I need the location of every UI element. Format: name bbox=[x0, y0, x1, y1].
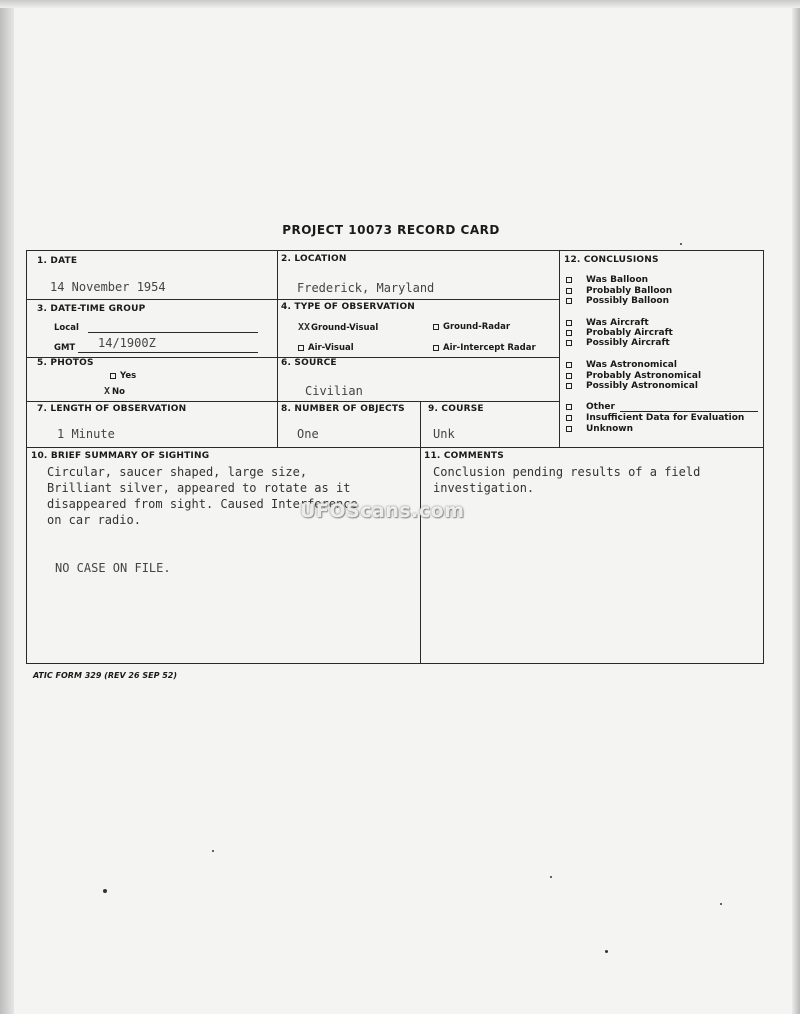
air-intercept-radar-option bbox=[433, 343, 536, 353]
checkbox-icon bbox=[566, 415, 572, 421]
ground-radar-option bbox=[433, 322, 510, 332]
comments-line: Conclusion pending results of a field bbox=[433, 465, 701, 479]
summary-line: Circular, saucer shaped, large size, bbox=[47, 465, 308, 479]
local-underline bbox=[88, 332, 258, 333]
conclusion-was-aircraft: Was Aircraft bbox=[566, 318, 649, 328]
card-title: PROJECT 10073 RECORD CARD bbox=[282, 223, 500, 237]
local-label: Local bbox=[54, 323, 79, 333]
date-time-group-label: 3. DATE-TIME GROUP bbox=[37, 304, 146, 314]
gmt-underline bbox=[78, 352, 258, 353]
scan-speck bbox=[720, 903, 722, 905]
ground-visual-option bbox=[298, 322, 378, 333]
number-of-objects-label: 8. NUMBER OF OBJECTS bbox=[281, 404, 405, 414]
source-label: 6. SOURCE bbox=[281, 358, 337, 368]
conclusion-unknown: Unknown bbox=[566, 424, 633, 434]
checkbox-icon bbox=[566, 330, 572, 336]
ground-radar-checkbox bbox=[433, 324, 439, 330]
photos-yes-option bbox=[110, 371, 136, 381]
conclusion-was-astronomical: Was Astronomical bbox=[566, 360, 677, 370]
summary-line: on car radio. bbox=[47, 513, 141, 527]
checkbox-icon bbox=[566, 298, 572, 304]
ground-radar-text: Ground-Radar bbox=[443, 322, 511, 332]
air-visual-text: Air-Visual bbox=[308, 343, 354, 353]
gmt-label: GMT bbox=[54, 343, 76, 353]
checkbox-icon bbox=[566, 404, 572, 410]
comments-line: investigation. bbox=[433, 481, 535, 495]
checkbox-icon bbox=[566, 288, 572, 294]
source-value: Civilian bbox=[305, 384, 363, 398]
air-visual-option bbox=[298, 343, 354, 353]
scan-edge-top bbox=[0, 0, 800, 8]
checkbox-icon bbox=[566, 277, 572, 283]
conclusion-probably-aircraft: Probably Aircraft bbox=[566, 328, 673, 338]
conclusion-probably-balloon: Probably Balloon bbox=[566, 286, 672, 296]
checkbox-icon bbox=[566, 383, 572, 389]
air-intercept-radar-text: Air-Intercept Radar bbox=[443, 343, 536, 353]
scan-speck bbox=[212, 850, 214, 852]
length-of-observation-value: 1 Minute bbox=[57, 427, 115, 441]
ground-visual-mark: XX bbox=[298, 322, 311, 333]
watermark: UFOScans.com bbox=[300, 500, 465, 522]
ground-visual-text: Ground-Visual bbox=[311, 323, 379, 333]
conclusion-insufficient-data: Insufficient Data for Evaluation bbox=[566, 413, 744, 423]
scan-speck bbox=[605, 950, 608, 953]
conclusion-possibly-aircraft: Possibly Aircraft bbox=[566, 338, 670, 348]
gmt-value: 14/1900Z bbox=[98, 336, 156, 350]
photos-no-text: No bbox=[112, 387, 125, 397]
divider-v4 bbox=[420, 447, 421, 663]
date-label: 1. DATE bbox=[37, 256, 78, 266]
scan-speck bbox=[680, 243, 682, 245]
length-of-observation-label: 7. LENGTH OF OBSERVATION bbox=[37, 404, 187, 414]
summary-line: disappeared from sight. Caused Interference bbox=[47, 497, 358, 511]
no-case-note: NO CASE ON FILE. bbox=[55, 561, 171, 575]
divider-h4 bbox=[27, 447, 763, 448]
photos-yes-text: Yes bbox=[120, 371, 137, 381]
course-value: Unk bbox=[433, 427, 455, 441]
number-of-objects-value: One bbox=[297, 427, 319, 441]
conclusions-label: 12. CONCLUSIONS bbox=[564, 255, 659, 265]
checkbox-icon bbox=[566, 320, 572, 326]
divider-v1 bbox=[277, 251, 278, 447]
divider-h3 bbox=[27, 401, 559, 402]
checkbox-icon bbox=[566, 426, 572, 432]
location-label: 2. LOCATION bbox=[281, 254, 347, 264]
conclusion-was-balloon: Was Balloon bbox=[566, 275, 648, 285]
conclusion-other: Other bbox=[566, 402, 615, 412]
photos-yes-checkbox bbox=[110, 373, 116, 379]
course-label: 9. COURSE bbox=[428, 404, 484, 414]
conclusion-possibly-balloon: Possibly Balloon bbox=[566, 296, 669, 306]
air-intercept-radar-checkbox bbox=[433, 345, 439, 351]
summary-line: Brilliant silver, appeared to rotate as it bbox=[47, 481, 351, 495]
type-of-observation-label: 4. TYPE OF OBSERVATION bbox=[281, 302, 416, 312]
other-underline bbox=[620, 411, 758, 412]
divider-h1 bbox=[27, 299, 559, 300]
divider-v3 bbox=[420, 401, 421, 447]
photos-label: 5. PHOTOS bbox=[37, 358, 94, 368]
conclusion-possibly-astronomical: Possibly Astronomical bbox=[566, 381, 698, 391]
scan-speck bbox=[550, 876, 552, 878]
divider-v2 bbox=[559, 251, 560, 447]
air-visual-checkbox bbox=[298, 345, 304, 351]
comments-label: 11. COMMENTS bbox=[424, 451, 504, 461]
scan-edge-right bbox=[792, 0, 800, 1014]
checkbox-icon bbox=[566, 340, 572, 346]
location-value: Frederick, Maryland bbox=[297, 281, 435, 295]
scan-edge-left bbox=[0, 0, 14, 1014]
photos-no-mark: X bbox=[104, 386, 111, 397]
photos-no-option bbox=[104, 386, 125, 397]
checkbox-icon bbox=[566, 373, 572, 379]
checkbox-icon bbox=[566, 362, 572, 368]
conclusion-probably-astronomical: Probably Astronomical bbox=[566, 371, 701, 381]
summary-label: 10. BRIEF SUMMARY OF SIGHTING bbox=[31, 451, 210, 461]
form-number: ATIC FORM 329 (REV 26 SEP 52) bbox=[33, 671, 178, 680]
scan-speck bbox=[103, 889, 107, 893]
date-value: 14 November 1954 bbox=[50, 280, 166, 294]
